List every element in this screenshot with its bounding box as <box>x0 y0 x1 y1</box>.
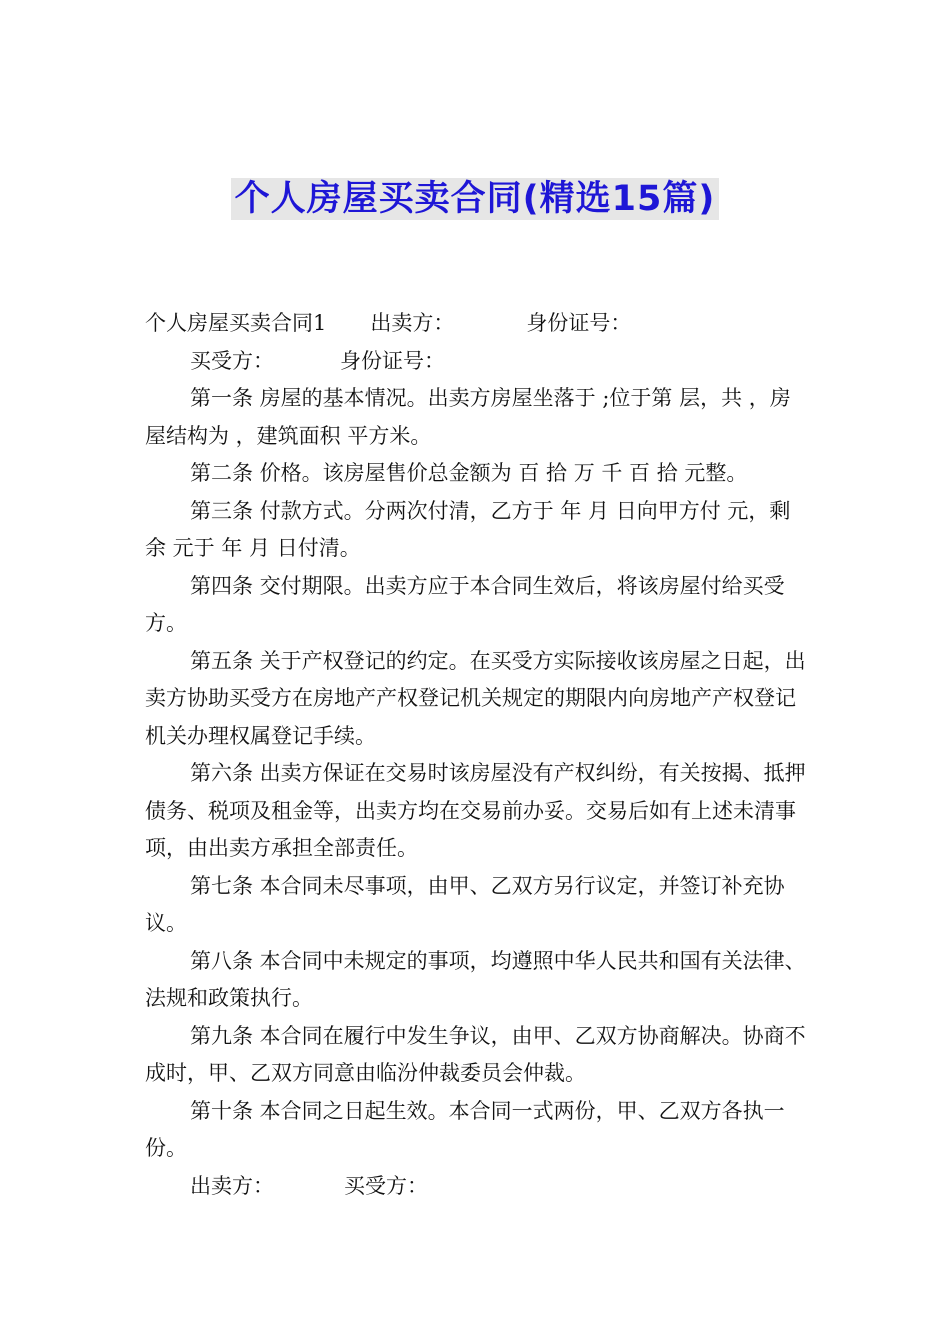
seller-id-label: 身份证号： <box>526 311 632 335</box>
buyer-label: 买受方： <box>190 348 274 373</box>
signature-buyer-label: 买受方： <box>344 1173 428 1198</box>
document-body <box>145 305 810 1205</box>
signature-seller-label: 出卖方： <box>190 1173 274 1198</box>
seller-label: 出卖方： <box>370 311 455 335</box>
article-10: 第十条 本合同之日起生效。本合同一式两份，甲、乙双方各执一份。 <box>145 1098 785 1160</box>
signature-line <box>145 1168 810 1206</box>
article-1: 第一条 房屋的基本情况。出卖方房屋坐落于 ;位于第 层，共 ，房屋结构为 ，建筑面积 平方米。 <box>145 386 791 448</box>
article-7: 第七条 本合同未尽事项，由甲、乙双方另行议定，并签订补充协议。 <box>145 873 785 935</box>
title-container <box>0 178 950 220</box>
article-2: 第二条 价格。该房屋售价总金额为 百 拾 万 千 百 拾 元整。 <box>190 461 748 485</box>
header-line <box>145 305 810 343</box>
document-title: 个人房屋买卖合同(精选15篇) <box>231 178 720 220</box>
buyer-id-label: 身份证号： <box>340 348 445 373</box>
article-5: 第五条 关于产权登记的约定。在买受方实际接收该房屋之日起，出卖方协助买受方在房地产产权登记机关规定的期限内向房地产产权登记机关办理权属登记手续。 <box>145 648 806 748</box>
article-6: 第六条 出卖方保证在交易时该房屋没有产权纠纷，有关按揭、抵押债务、税项及租金等，出卖方均在交易前办妥。交易后如有上述未清事项，由出卖方承担全部责任。 <box>145 761 806 860</box>
article-9: 第九条 本合同在履行中发生争议，由甲、乙双方协商解决。协商不成时，甲、乙双方同意由临汾仲裁委员会仲裁。 <box>145 1023 806 1085</box>
contract-name: 个人房屋买卖合同1 <box>145 311 327 335</box>
buyer-line <box>145 343 810 381</box>
article-8: 第八条 本合同中未规定的事项，均遵照中华人民共和国有关法律、法规和政策执行。 <box>145 948 806 1010</box>
article-4: 第四条 交付期限。出卖方应于本合同生效后，将该房屋付给买受方。 <box>145 573 785 635</box>
article-3: 第三条 付款方式。分两次付清，乙方于 年 月 日向甲方付 元，剩余 元于 年 月 日付清。 <box>145 498 791 560</box>
